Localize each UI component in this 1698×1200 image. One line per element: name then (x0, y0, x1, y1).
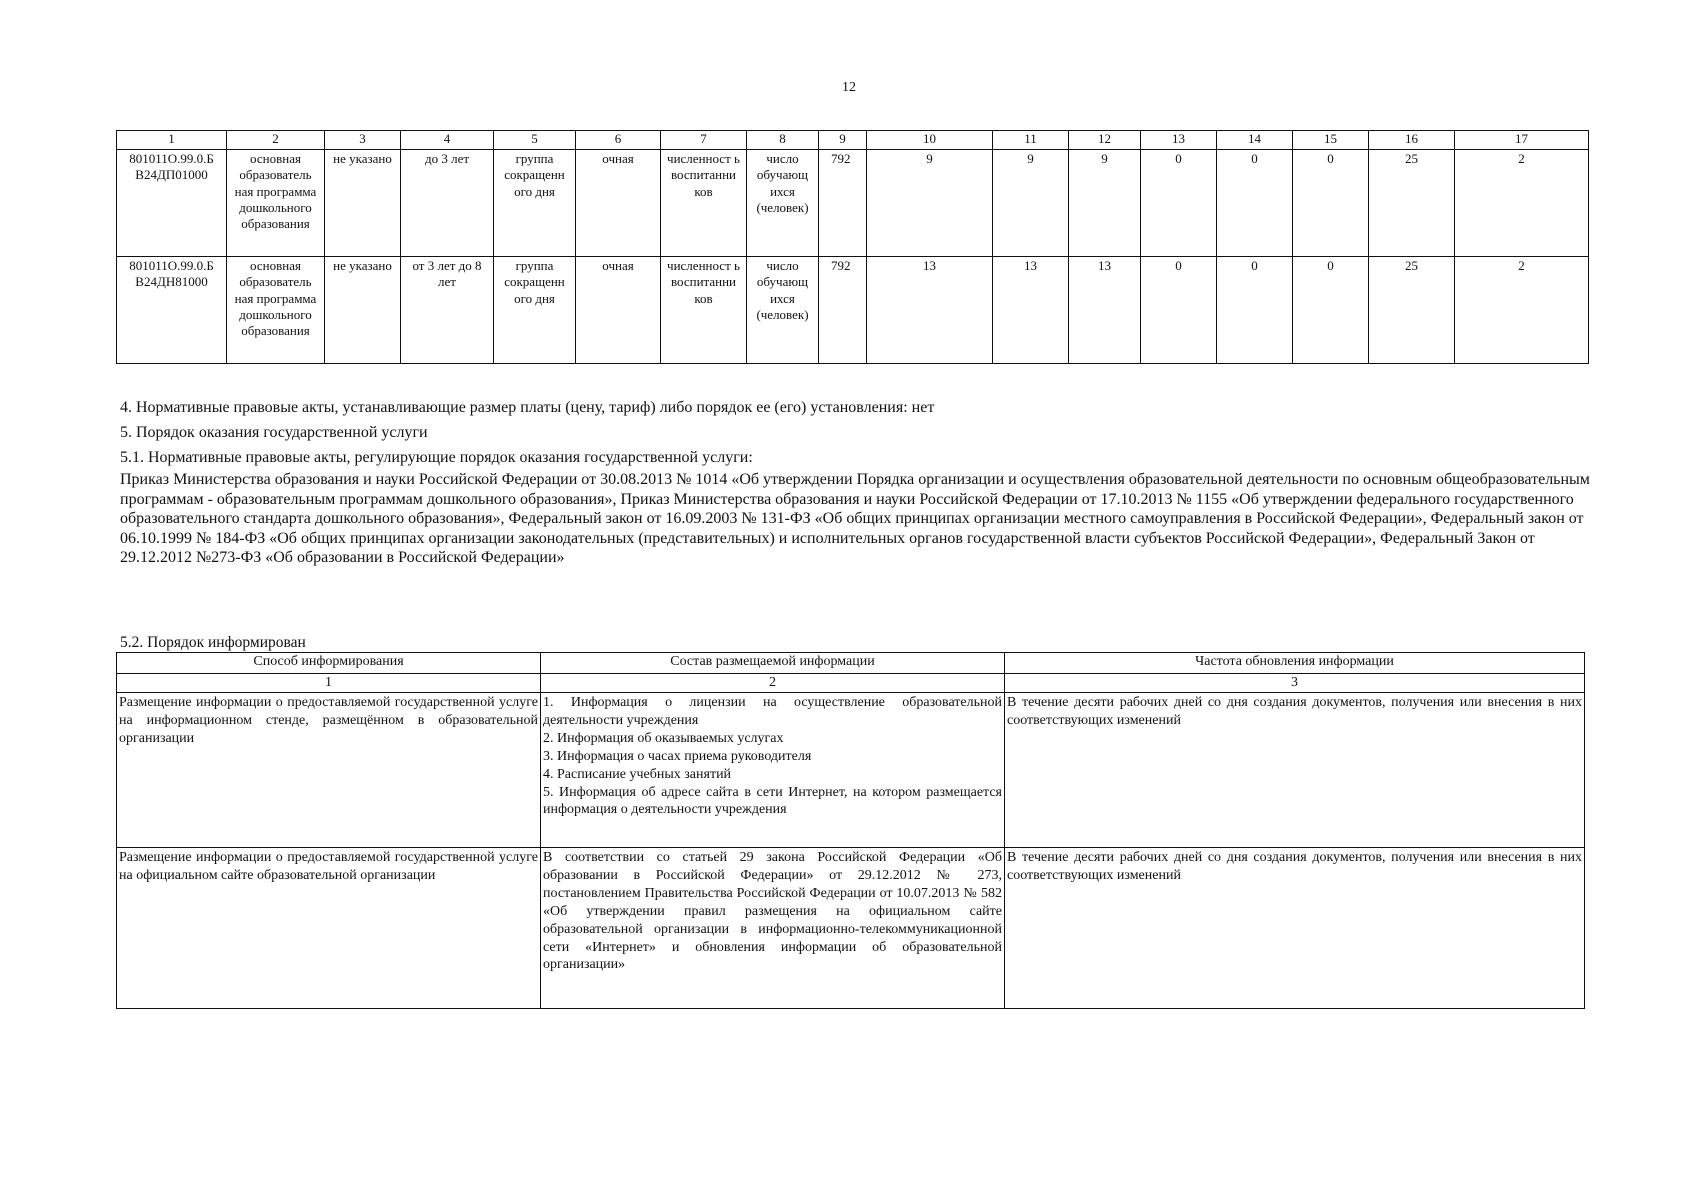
value-cell: 9 (1069, 150, 1141, 257)
value-cell: 0 (1141, 150, 1217, 257)
indicators-table (116, 130, 1589, 364)
column-index: 1 (117, 674, 541, 693)
registry-code: 801011О.99.0.Б В24ДН81000 (117, 257, 227, 364)
value-cell: 25 (1369, 150, 1455, 257)
column-number: 12 (1069, 131, 1141, 150)
value-cell: 13 (993, 257, 1069, 364)
value-cell: 9 (867, 150, 993, 257)
column-header: Состав размещаемой информации (541, 653, 1005, 674)
column-number: 13 (1141, 131, 1217, 150)
informing-index-row (117, 674, 1585, 693)
category: не указано (325, 150, 401, 257)
column-number: 3 (325, 131, 401, 150)
indicator-name: численност ь воспитанни ков (661, 150, 747, 257)
section-5-heading: 5. Порядок оказания государственной услуги (120, 424, 428, 441)
value-cell: 0 (1293, 150, 1369, 257)
column-number: 16 (1369, 131, 1455, 150)
column-number: 7 (661, 131, 747, 150)
informing-method: Размещение информации о предоставляемой государственной услуге на информационном стенде, размещённом в образовательной организации (117, 693, 541, 848)
age-group: от 3 лет до 8 лет (401, 257, 494, 364)
study-form: очная (576, 257, 661, 364)
value-cell: 13 (1069, 257, 1141, 364)
column-index: 3 (1005, 674, 1585, 693)
column-number: 17 (1455, 131, 1589, 150)
column-header: Способ информирования (117, 653, 541, 674)
value-cell: 2 (1455, 257, 1589, 364)
table-row (117, 848, 1585, 1009)
section-5-2-heading: 5.2. Порядок информирован (120, 634, 306, 651)
column-number: 2 (227, 131, 325, 150)
value-cell: 2 (1455, 150, 1589, 257)
registry-code: 801011О.99.0.Б В24ДП01000 (117, 150, 227, 257)
informing-content: В соответствии со статьей 29 закона Российской Федерации «Об образовании в Российской Федерации» от 29.12.2012 № 273, постановлением Правительства Российской Федерации от 10.07.2013 № 582 «Об утверждении правил размещения на официальном сайте образовательной организации в информационно-телекоммуникационной сети «Интернет» и обновления информации об образовательной организации» (541, 848, 1005, 1009)
value-cell: 0 (1217, 257, 1293, 364)
column-number: 8 (747, 131, 819, 150)
okei-code: 792 (819, 150, 867, 257)
stay-mode: группа сокращенн ого дня (494, 150, 576, 257)
column-number: 10 (867, 131, 993, 150)
value-cell: 13 (867, 257, 993, 364)
informing-method: Размещение информации о предоставляемой государственной услуге на официальном сайте образовательной организации (117, 848, 541, 1009)
table-row (117, 693, 1585, 848)
table-row (117, 257, 1589, 364)
column-number: 1 (117, 131, 227, 150)
unit-name: число обучающ ихся (человек) (747, 150, 819, 257)
page-number: 12 (842, 80, 856, 95)
program-type: основная образователь ная программа дошкольного образования (227, 257, 325, 364)
informing-content: 1. Информация о лицензии на осуществление образовательной деятельности учреждения 2. Информация об оказываемых услугах 3. Информация о часах приема руководителя 4. Расписание учебных занятий 5. Информация об адресе сайта в сети Интернет, на котором размещается информация о деятельности учреждения (541, 693, 1005, 848)
section-4-text: 4. Нормативные правовые акты, устанавливающие размер платы (цену, тариф) либо порядок ее (его) установления: нет (120, 399, 935, 416)
section-5-1-heading: 5.1. Нормативные правовые акты, регулирующие порядок оказания государственной услуги: (120, 449, 753, 466)
section-5-1-body: Приказ Министерства образования и науки Российской Федерации от 30.08.2013 № 1014 «Об утверждении Порядка организации и осуществления образовательной деятельности по основным общеобразовательным программам - образовательным программам дошкольного образования», Приказ Министерства образования и науки Российской Федерации от 17.10.2013 № 1155 «Об утверждении федерального государственного образовательного стандарта дошкольного образования», Федеральный закон от 16.09.2003 № 131-ФЗ «Об общих принципах организации местного самоуправления в Российской Федерации», Федеральный закон от 06.10.1999 № 184-ФЗ «Об общих принципах организации законодательных (представительных) и исполнительных органов государственной власти субъектов Российской Федерации», Федеральный Закон от 29.12.2012 №273-ФЗ «Об образовании в Российской Федерации» (120, 471, 1590, 567)
age-group: до 3 лет (401, 150, 494, 257)
column-index: 2 (541, 674, 1005, 693)
value-cell: 0 (1141, 257, 1217, 364)
indicators-header-row (117, 131, 1589, 150)
column-number: 15 (1293, 131, 1369, 150)
program-type: основная образователь ная программа дошкольного образования (227, 150, 325, 257)
value-cell: 0 (1293, 257, 1369, 364)
value-cell: 0 (1217, 150, 1293, 257)
column-number: 4 (401, 131, 494, 150)
indicator-name: численност ь воспитанни ков (661, 257, 747, 364)
table-row (117, 150, 1589, 257)
value-cell: 25 (1369, 257, 1455, 364)
column-number: 14 (1217, 131, 1293, 150)
column-number: 11 (993, 131, 1069, 150)
stay-mode: группа сокращенн ого дня (494, 257, 576, 364)
update-frequency: В течение десяти рабочих дней со дня создания документов, получения или внесения в них соответствующих изменений (1005, 848, 1585, 1009)
study-form: очная (576, 150, 661, 257)
informing-header-row (117, 653, 1585, 674)
unit-name: число обучающ ихся (человек) (747, 257, 819, 364)
column-number: 5 (494, 131, 576, 150)
value-cell: 9 (993, 150, 1069, 257)
okei-code: 792 (819, 257, 867, 364)
column-number: 9 (819, 131, 867, 150)
column-number: 6 (576, 131, 661, 150)
category: не указано (325, 257, 401, 364)
informing-table (116, 652, 1585, 1009)
column-header: Частота обновления информации (1005, 653, 1585, 674)
update-frequency: В течение десяти рабочих дней со дня создания документов, получения или внесения в них соответствующих изменений (1005, 693, 1585, 848)
